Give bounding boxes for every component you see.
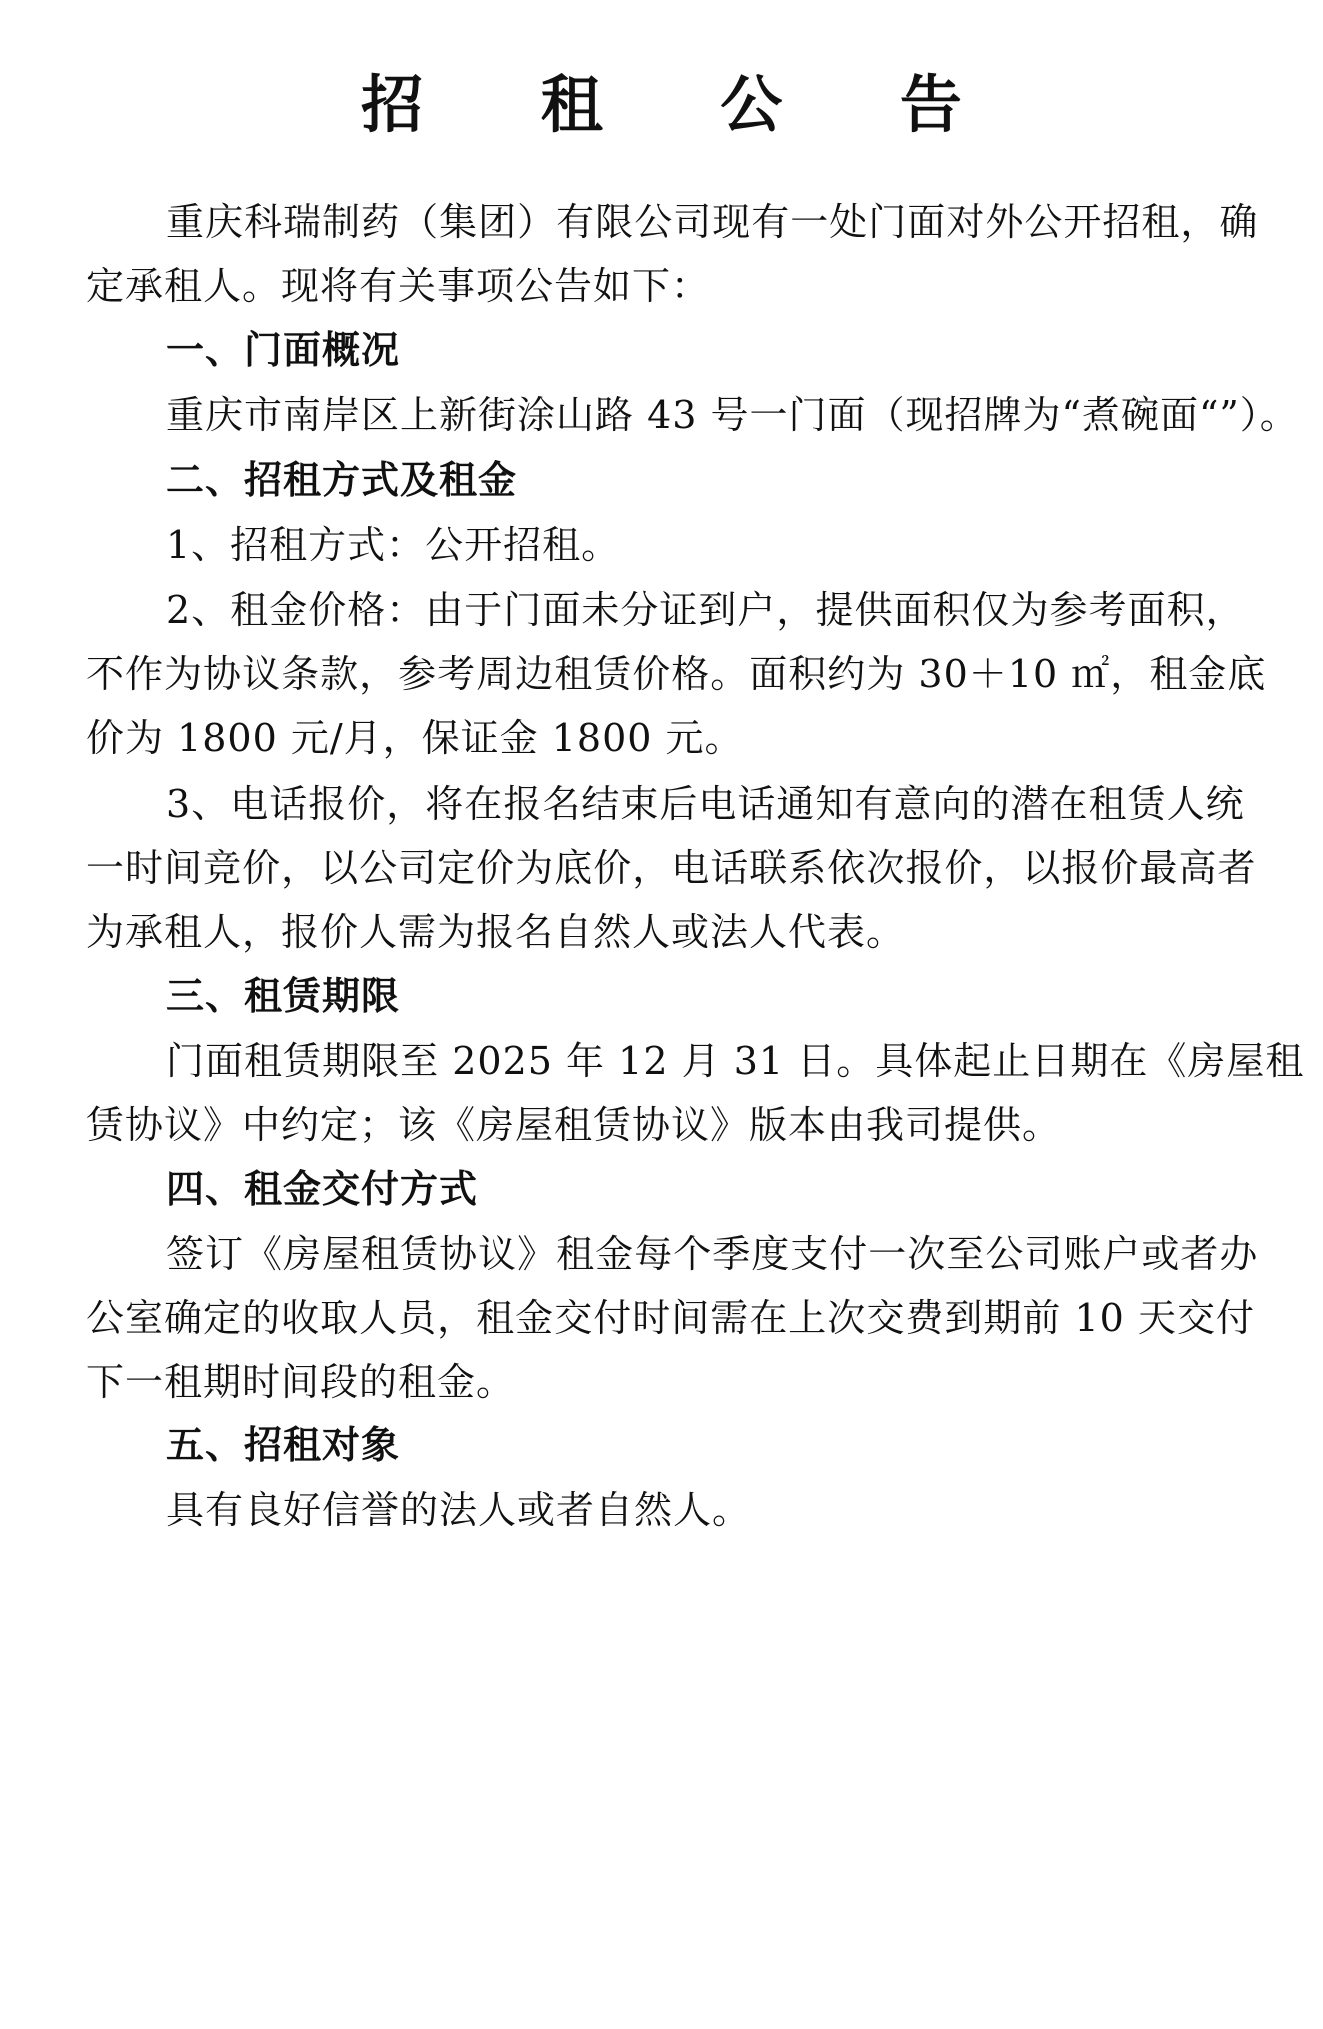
section-heading: 四、租金交付方式 [166,1167,479,1211]
paragraph-line: 为承租人，报价人需为报名自然人或法人代表。 [86,910,906,954]
paragraph-line: 下一租期时间段的租金。 [86,1360,516,1404]
paragraph-line: 重庆市南岸区上新街涂山路 43 号一门面（现招牌为“煮碗面“”）。 [166,393,1299,437]
document-title: 招 租 公 告 [361,68,1010,141]
section-heading: 五、招租对象 [166,1423,401,1467]
section-heading: 二、招租方式及租金 [166,458,518,502]
paragraph-line: 门 面 租 赁 期 限 至 2 0 2 5 年 1 2 月 3 1 日 。 具 体 起 止 日 期 在 《 房 屋 租 [166,1039,1305,1083]
paragraph-line: 价为 1800 元/月，保证金 1800 元。 [86,716,744,760]
paragraph-line: 3 、 电 话 报 价 ， 将 在 报 名 结 束 后 电 话 通 知 有 意 向 的 潜 在 租 赁 人 统 [166,782,1245,826]
paragraph-line: 赁协议》中约定；该《房屋租赁协议》版本由我司提供。 [86,1103,1062,1147]
section-heading: 一、门面概况 [166,328,401,372]
paragraph-line: 签 订 《 房 屋 租 赁 协 议 》 租 金 每 个 季 度 支 付 一 次 至 公 司 账 户 或 者 办 [166,1232,1259,1276]
paragraph-line: 具有良好信誉的法人或者自然人。 [166,1488,752,1532]
paragraph-line: 一 时 间 竞 价 ， 以 公 司 定 价 为 底 价 ， 电 话 联 系 依 次 报 价 ， 以 报 价 最 高 者 [86,846,1257,890]
paragraph-line: 重 庆 科 瑞 制 药 （ 集 团 ） 有 限 公 司 现 有 一 处 门 面 对 外 公 开 招 租 ， 确 [166,200,1259,244]
paragraph-line: 1、招租方式：公开招租。 [166,523,621,567]
paragraph-line: 不 作 为 协 议 条 款 ， 参 考 周 边 租 赁 价 格 。 面 积 约 为 3 0 ＋ 1 0 ㎡ ， 租 金 底 [86,652,1267,696]
section-heading: 三、租赁期限 [166,974,401,1018]
paragraph-line: 定承租人。现将有关事项公告如下： [86,264,711,308]
paragraph-line: 公 室 确 定 的 收 取 人 员 ， 租 金 交 付 时 间 需 在 上 次 交 费 到 期 前 1 0 天 交 付 [86,1296,1255,1340]
paragraph-line: 2 、 租 金 价 格 ： 由 于 门 面 未 分 证 到 户 ， 提 供 面 积 仅 为 参 考 面 积 ， [166,588,1245,632]
